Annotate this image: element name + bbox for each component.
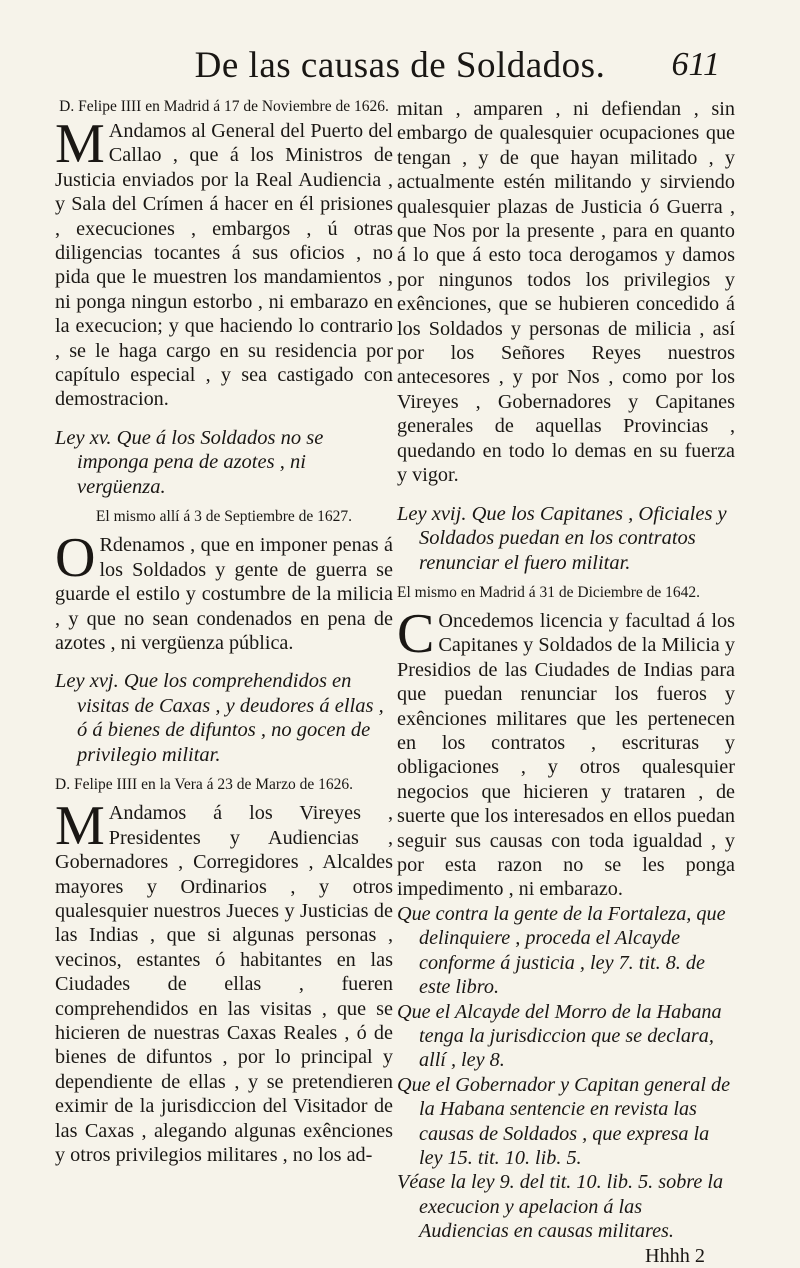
cross-reference: Que el Gobernador y Capitan general de la Habana sentencie en revista las causas de Soldados , que expresa la ley 15. tit. 10. lib. 5. [397,1073,731,1169]
law-body: Andamos al General del Puerto del Callao , que á los Ministros de Justicia enviados por la Real Audiencia , y Sala del Crímen á hacer en él prisiones , execuciones , embargos , ú otras diligencias tocantes á sus oficios , no pida que le muestren los mandamientos , ni ponga ningun estorbo , ni embarazo en la execucion; y que haciendo lo contrario , se le haga cargo en su residencia por capítulo especial , y sea castigado con demostracion. [55,120,393,411]
law-title: Ley xvij. Que los Capitanes , Oficiales y Soldados puedan en los contratos renunciar el fuero militar. [397,502,727,574]
law-continuation: mitan , amparen , ni defiendan , sin embargo de qualesquier ocupaciones que tengan , y de que hayan militado , y actualmente estén militando y sirviendo qualesquier plazas de Justicia ó Guerra , que Nos por la presente , para en quanto á lo que á esto toca derogamos y damos por ningunos todos los privilegios y exênciones, que se hubieren concedido á los Soldados y personas de milicia , así por los Señores Reyes nuestros antecesores , y por Nos , como por los Vireyes , Gobernadores y Capitanes generales de aquellas Provincias , quedando en todo lo demas en su fuerza y vigor. [397,98,735,487]
running-title: De las causas de Soldados. [194,45,606,86]
law-text [397,603,735,902]
law-text [55,527,393,655]
law-text [55,113,393,412]
drop-cap: M [55,113,105,175]
running-head [0,44,800,94]
catchword: Hhhh 2 [644,1244,705,1267]
law-title: Ley xv. Que á los Soldados no se imponga pena de azotes , ni vergüenza. [55,426,324,498]
law-text [55,795,393,1167]
decree-heading: D. Felipe IIII en la Vera á 23 de Marzo de 1626. [55,776,353,794]
cross-reference: Véase la ley 9. del tit. 10. lib. 5. sobre la execucion y apelacion á las Audiencias en causas militares. [397,1171,724,1243]
law-body: Rdenamos , que en imponer penas á los Soldados y gente de guerra se guarde el estilo y costumbre de la milicia , y que no sean condenados en pena de azotes , ni vergüenza pública. [55,534,393,654]
law-title: Ley xvj. Que los comprehendidos en visitas de Caxas , y deudores á ellas , ó á bienes de difuntos , no gocen de privilegio militar. [55,670,384,766]
drop-cap: C [397,603,435,665]
drop-cap: M [55,795,105,858]
decree-heading: El mismo en Madrid á 31 de Diciembre de 1642. [397,584,701,601]
drop-cap: O [55,527,96,590]
decree-heading: D. Felipe IIII en Madrid á 17 de Noviembre de 1626. [59,98,389,115]
law-body: Oncedemos licencia y facultad á los Capitanes y Soldados de la Milicia y Presidios de las Ciudades de Indias para que puedan renunciar los fueros y exênciones militares que les pertenecen en los contratos , escrituras y obligaciones , y otros qualesquier negocios que hicieren y trataren , de suerte que los interesados en ellos puedan seguir sus causas con toda igualdad , y por esta razon no se les ponga impedimento , ni embarazo. [397,610,735,901]
cross-reference: Que el Alcayde del Morro de la Habana tenga la jurisdiccion que se declara, allí , ley 8. [397,1000,722,1072]
right-column [397,97,735,1268]
left-column [55,97,393,1168]
page-number: 611 [671,46,720,83]
decree-heading: El mismo allí á 3 de Septiembre de 1627. [95,508,353,526]
cross-reference: Que contra la gente de la Fortaleza, que delinquiere , proceda el Alcayde conforme á justicia , ley 7. tit. 8. de este libro. [397,902,726,999]
law-body: Andamos á los Vireyes , Presidentes y Audiencias , Gobernadores , Corregidores , Alcaldes mayores y Ordinarios , y otros qualesquier nuestros Jueces y Justicias de las Indias , que si algunas personas , vecinos, estantes ó habitantes en las Ciudades de ellas , fueren comprehendidos en las visitas , que se hicieren de nuestras Caxas Reales , ó de bienes de difuntos , por lo principal y dependiente de ellas , y se pretendieren eximir de la jurisdiccion del Visitador de las Caxas , alegando algunas exênciones y otros privilegios militares , no los ad- [55,802,393,1167]
